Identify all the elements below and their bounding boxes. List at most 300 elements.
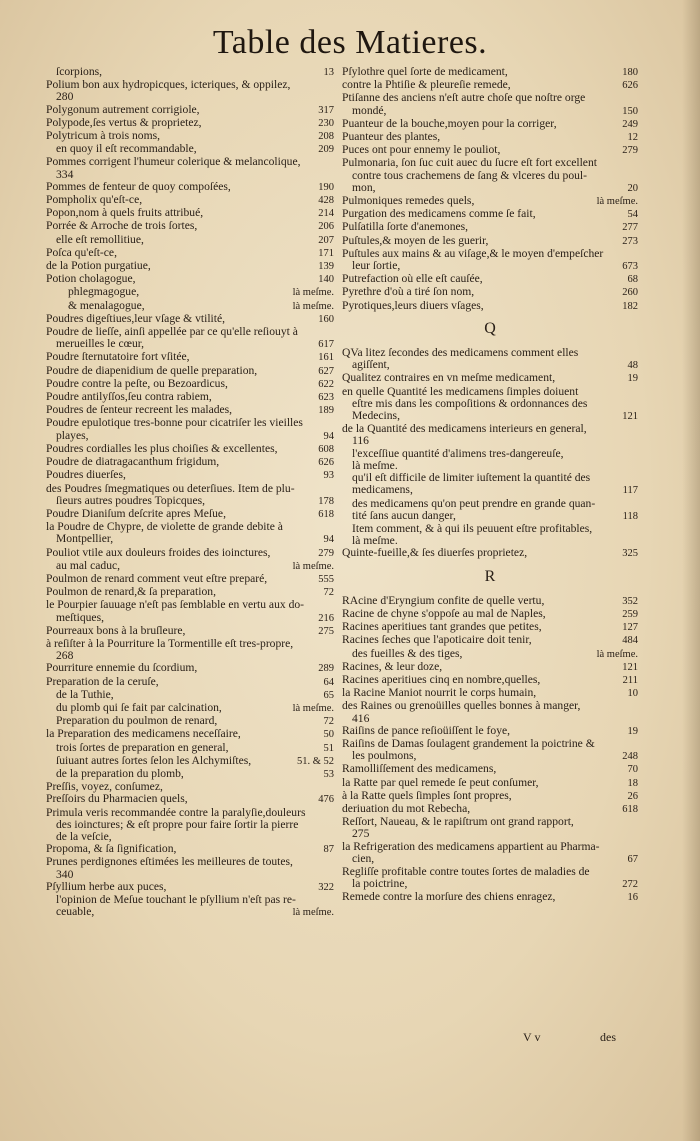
- entry-text: Polygonum autrement corrigiole,: [46, 103, 200, 116]
- entry-text: du plomb qui ſe fait par calcination,: [56, 701, 222, 714]
- entry-page-ref: 178: [318, 495, 334, 507]
- entry-text: 334: [56, 168, 74, 181]
- entry-text: de la Potion purgatiue,: [46, 260, 151, 273]
- entry-text: Poudre antilyſſos,ſeu contra rabiem,: [46, 391, 212, 404]
- entry-text: Medecins,: [352, 410, 400, 423]
- entry-page-ref: 53: [323, 768, 334, 780]
- entry-text: Putrefaction où elle eſt cauſée,: [342, 273, 483, 286]
- index-entry: [342, 410, 638, 423]
- entry-page-ref: 626: [318, 457, 334, 469]
- index-entry: [46, 130, 334, 143]
- entry-text: ſcorpions,: [56, 66, 103, 78]
- entry-text: les poulmons,: [352, 750, 417, 763]
- index-entry: [342, 891, 638, 904]
- index-entry: [46, 533, 334, 546]
- left-column: [46, 66, 334, 919]
- index-entry: [342, 66, 638, 79]
- entry-text: à la Ratte quels ſimples ſont propres,: [342, 789, 512, 802]
- entry-text: Ptiſanne des anciens n'eſt autre choſe que noſtre orge: [342, 92, 586, 105]
- entry-text: Pouliot vtile aux douleurs froides des ioinctures,: [46, 546, 271, 559]
- index-entry: [342, 535, 638, 547]
- entry-page-ref: là meſme.: [292, 702, 334, 714]
- entry-page-ref: 72: [323, 716, 334, 728]
- entry-text: la Poudre de Chypre, de violette de grande debite à: [46, 521, 283, 534]
- entry-text: deriuation du mot Rebecha,: [342, 802, 471, 815]
- entry-text: la Racine Maniot nourrit le corps humain,: [342, 687, 537, 700]
- entry-text: des ioinctures; & eſt propre pour faire ſortir la pierre: [56, 818, 299, 831]
- index-entry: [46, 906, 334, 919]
- index-entry: [342, 347, 638, 359]
- entry-text: Potion cholagogue,: [46, 273, 136, 286]
- index-entry: [46, 286, 334, 299]
- entry-page-ref: 51. & 52: [296, 755, 334, 767]
- index-entry: [342, 460, 638, 472]
- catchword: des: [600, 1030, 616, 1044]
- index-entry: [342, 118, 638, 131]
- entry-text: la Ratte par quel remede ſe peut conſumer,: [342, 776, 539, 789]
- index-entry: [342, 286, 638, 299]
- index-entry: [46, 273, 334, 286]
- entry-page-ref: 160: [318, 313, 334, 325]
- entry-page-ref: 19: [627, 725, 638, 737]
- entry-text: Racines, & leur doze,: [342, 660, 443, 673]
- entry-text: Poulmon de renard comment veut eſtre preparé,: [46, 572, 268, 585]
- entry-text: la Refrigeration des medicamens appartient au Pharma-: [342, 840, 600, 853]
- entry-text: phlegmagogue,: [68, 286, 140, 299]
- index-entry: [342, 144, 638, 157]
- entry-text: & menalagogue,: [68, 299, 145, 312]
- index-entry: [46, 560, 334, 573]
- entry-text: Preſſis, voyez, conſumez,: [46, 781, 163, 794]
- index-entry: [342, 595, 638, 608]
- section-r: [342, 595, 638, 905]
- entry-page-ref: 13: [323, 67, 334, 78]
- entry-text: qu'il eſt difficile de limiter iuſtement la quantité des: [352, 472, 591, 485]
- index-entry: [46, 391, 334, 404]
- index-entry: [342, 750, 638, 763]
- index-entry: [342, 777, 638, 790]
- index-entry: [342, 547, 638, 560]
- entry-text: Poudres de ſenteur recreent les malades,: [46, 404, 233, 417]
- index-entry: [46, 843, 334, 856]
- index-entry: [342, 170, 638, 182]
- entry-page-ref: 180: [622, 67, 638, 78]
- entry-page-ref: là meſme.: [292, 560, 334, 572]
- entry-page-ref: 248: [622, 751, 638, 763]
- index-entry: [46, 181, 334, 194]
- entry-text: Raiſins de Damas ſoulagent grandement la poictrine &: [342, 737, 595, 750]
- index-entry: [342, 248, 638, 260]
- entry-page-ref: 260: [622, 287, 638, 299]
- index-entry: [46, 807, 334, 819]
- entry-page-ref: 121: [622, 411, 638, 423]
- entry-page-ref: 19: [627, 373, 638, 385]
- index-entry: [46, 650, 334, 662]
- section-letter-r: R: [484, 567, 496, 585]
- entry-text: 340: [56, 868, 74, 881]
- index-entry: [342, 866, 638, 878]
- entry-text: tité ſans aucun danger,: [352, 509, 456, 522]
- index-entry: [46, 66, 334, 79]
- index-entry: [46, 612, 334, 625]
- entry-page-ref: là meſme.: [292, 287, 334, 299]
- entry-text: Propoma, & ſa ſignification,: [46, 843, 177, 856]
- entry-page-ref: 182: [622, 300, 638, 312]
- index-entry: [46, 338, 334, 351]
- entry-page-ref: 93: [323, 470, 334, 482]
- entry-text: Pommes corrigent l'humeur colerique & melancolique,: [46, 156, 301, 169]
- index-entry: [46, 313, 334, 326]
- entry-page-ref: 214: [318, 208, 334, 220]
- right-column: [342, 66, 638, 905]
- index-entry: [342, 713, 638, 725]
- index-entry: [342, 195, 638, 208]
- index-entry: [342, 523, 638, 535]
- index-entry: [342, 828, 638, 840]
- entry-text: Preſſoirs du Pharmacien quels,: [46, 793, 188, 806]
- index-entry: [46, 881, 334, 894]
- entry-text: Poudres diuerſes,: [46, 469, 126, 482]
- entry-page-ref: 208: [318, 131, 334, 143]
- entry-page-ref: 322: [318, 881, 334, 893]
- entry-page-ref: 273: [622, 235, 638, 247]
- entry-page-ref: 627: [318, 365, 334, 377]
- entry-page-ref: là meſme.: [292, 907, 334, 919]
- entry-page-ref: 50: [323, 729, 334, 741]
- entry-text: Pyrethre d'où a tiré ſon nom,: [342, 286, 475, 299]
- index-entry: [342, 725, 638, 738]
- entry-page-ref: 16: [627, 892, 638, 904]
- entry-text: meſtiques,: [56, 611, 104, 624]
- entry-page-ref: 622: [318, 378, 334, 390]
- index-entry: [46, 326, 334, 338]
- entry-text: en quoy il eſt recommandable,: [56, 143, 197, 156]
- entry-page-ref: 277: [622, 222, 638, 234]
- index-entry: [342, 790, 638, 803]
- entry-page-ref: 94: [323, 534, 334, 546]
- entry-text: Pulmoniques remedes quels,: [342, 195, 475, 208]
- entry-text: de la Quantité des medicamens interieurs en general,: [342, 423, 587, 436]
- entry-text: Montpellier,: [56, 533, 114, 546]
- entry-text: Pſylothre quel ſorte de medicament,: [342, 66, 508, 78]
- index-entry: [46, 79, 334, 91]
- entry-page-ref: 68: [627, 274, 638, 286]
- index-entry: [46, 521, 334, 533]
- index-entry: [342, 763, 638, 776]
- entry-text: Item comment, & à qui ils peuuent eſtre profitables,: [352, 522, 593, 535]
- entry-page-ref: 65: [323, 689, 334, 701]
- entry-page-ref: là meſme.: [596, 648, 638, 660]
- index-entry: [342, 674, 638, 687]
- index-entry: [46, 260, 334, 273]
- entry-page-ref: 484: [622, 635, 638, 647]
- index-entry: [46, 702, 334, 715]
- index-entry: [46, 430, 334, 443]
- index-entry: [46, 793, 334, 806]
- entry-page-ref: 26: [627, 790, 638, 802]
- entry-text: Poudre ſternutatoire fort vſitée,: [46, 351, 190, 364]
- entry-page-ref: 117: [622, 485, 638, 497]
- entry-text: Polytricum à trois noms,: [46, 130, 161, 143]
- entry-text: de la preparation du plomb,: [56, 767, 184, 780]
- index-entry: [46, 417, 334, 429]
- index-entry: [342, 260, 638, 273]
- entry-page-ref: 279: [622, 145, 638, 157]
- entry-page-ref: 216: [318, 612, 334, 624]
- entry-page-ref: 352: [622, 595, 638, 607]
- entry-text: Racines aperitiues cinq en nombre,quelles,: [342, 673, 541, 686]
- entry-text: mon,: [352, 181, 376, 194]
- index-entry: [46, 483, 334, 495]
- index-entry: [46, 365, 334, 378]
- entry-text: Poudre de diapenidium de quelle preparation,: [46, 364, 258, 377]
- index-entry: [46, 599, 334, 611]
- entry-page-ref: 230: [318, 117, 334, 129]
- section-q: [342, 347, 638, 560]
- entry-text: des medicamens qu'on peut prendre en grande quan-: [352, 497, 596, 510]
- entry-text: des Raines ou grenoüilles quelles bonnes à manger,: [342, 700, 581, 713]
- index-entry: [46, 689, 334, 702]
- entry-page-ref: 18: [627, 777, 638, 789]
- index-entry: [46, 755, 334, 768]
- index-entry: [342, 273, 638, 286]
- index-entry: [342, 608, 638, 621]
- entry-page-ref: 673: [622, 261, 638, 273]
- index-entry: [46, 169, 334, 181]
- index-entry: [342, 105, 638, 118]
- entry-text: RAcine d'Eryngium confite de quelle vertu,: [342, 594, 545, 607]
- index-entry: [342, 398, 638, 410]
- entry-page-ref: 211: [622, 674, 638, 686]
- index-entry: [46, 207, 334, 220]
- entry-page-ref: 94: [323, 430, 334, 442]
- entry-page-ref: 272: [622, 879, 638, 891]
- index-entry: [342, 498, 638, 510]
- entry-text: Poudre de diatragacanthum frigidum,: [46, 456, 220, 469]
- entry-page-ref: 209: [318, 144, 334, 156]
- entry-text: en quelle Quantité les medicamens ſimples doiuent: [342, 385, 579, 398]
- entry-text: Ramolliſſement des medicamens,: [342, 763, 497, 776]
- index-entry: [46, 547, 334, 560]
- index-entry: [342, 484, 638, 497]
- index-entry: [46, 156, 334, 168]
- index-entry: [342, 92, 638, 104]
- entry-text: Remede contre la morſure des chiens enragez,: [342, 891, 556, 904]
- entry-page-ref: 476: [318, 794, 334, 806]
- entry-text: Pulmonaria, ſon ſuc cuit auec du ſucre eſt fort excellent: [342, 157, 597, 170]
- entry-text: ceuable,: [56, 906, 95, 919]
- entry-text: elle eſt remollitiue,: [56, 233, 144, 246]
- index-entry: [46, 300, 334, 313]
- entry-text: à reſiſter à la Pourriture la Tormentille eſt tres-propre,: [46, 637, 294, 650]
- entry-text: 116: [352, 435, 369, 448]
- entry-page-ref: 325: [622, 548, 638, 560]
- entry-text: merueilles le cœur,: [56, 338, 145, 351]
- index-entry: [342, 738, 638, 750]
- index-entry: [342, 300, 638, 313]
- entry-text: l'opinion de Meſue touchant le pſyllium n'eſt pas re-: [56, 894, 296, 906]
- entry-page-ref: 12: [627, 132, 638, 144]
- index-entry: [46, 234, 334, 247]
- entry-text: de la Tuthie,: [56, 688, 114, 701]
- entry-text: Racines aperitiues tant grandes que petites,: [342, 621, 542, 634]
- entry-page-ref: 289: [318, 663, 334, 675]
- index-entry: [342, 157, 638, 169]
- entry-page-ref: là meſme.: [292, 300, 334, 312]
- index-entry: [46, 638, 334, 650]
- index-entry: [46, 91, 334, 103]
- entry-text: mondé,: [352, 104, 387, 117]
- index-entry: [46, 768, 334, 781]
- signature-mark: V v: [523, 1030, 541, 1044]
- entry-text: Puces ont pour ennemy le pouliot,: [342, 144, 501, 157]
- index-entry: [46, 715, 334, 728]
- entry-text: Preparation de la ceruſe,: [46, 675, 159, 688]
- entry-text: medicamens,: [352, 484, 413, 497]
- index-entry: [46, 586, 334, 599]
- index-entry: [342, 423, 638, 435]
- entry-text: 268: [56, 650, 74, 663]
- entry-text: Pyrotiques,leurs diuers vſages,: [342, 299, 484, 312]
- entry-page-ref: 259: [622, 608, 638, 620]
- index-entry: [46, 676, 334, 689]
- entry-text: eſtre mis dans les compoſitions & ordonnances des: [352, 397, 588, 410]
- index-entry: [46, 781, 334, 793]
- entry-text: des Poudres ſmegmatiques ou deterſiues. Item de plu-: [46, 482, 295, 495]
- entry-page-ref: 275: [318, 625, 334, 637]
- index-entry: [46, 351, 334, 364]
- entry-text: ſieurs autres poudres Topicques,: [56, 494, 206, 507]
- entry-page-ref: 87: [323, 844, 334, 856]
- index-entry: [46, 856, 334, 868]
- entry-page-ref: 249: [622, 118, 638, 130]
- entry-page-ref: 623: [318, 392, 334, 404]
- index-entry: [46, 728, 334, 741]
- index-entry: [46, 220, 334, 233]
- entry-text: Prunes perdignones eſtimées les meilleures de toutes,: [46, 856, 293, 869]
- entry-page-ref: 51: [323, 742, 334, 754]
- index-entry: [342, 235, 638, 248]
- entry-text: ſuiuant autres ſortes ſelon les Alchymiſtes,: [56, 754, 252, 767]
- entry-text: la poictrine,: [352, 878, 408, 891]
- index-entry: [46, 662, 334, 675]
- entry-text: leur ſortie,: [352, 260, 401, 273]
- index-entry: [46, 894, 334, 906]
- entry-text: agiſſent,: [352, 359, 390, 372]
- index-entry: [342, 221, 638, 234]
- page-title: Table des Matieres.: [212, 24, 488, 61]
- entry-text: là meſme.: [352, 535, 398, 548]
- index-entry: [342, 634, 638, 647]
- entry-text: de la veſcie,: [56, 830, 112, 843]
- index-entry: [46, 869, 334, 881]
- index-entry: [342, 648, 638, 661]
- entry-page-ref: 118: [622, 510, 638, 522]
- section-p: [342, 66, 638, 313]
- index-entry: [46, 456, 334, 469]
- entry-text: cien,: [352, 852, 375, 865]
- entry-text: l'exceſſiue quantité d'alimens tres-dangereuſe,: [352, 447, 564, 460]
- entry-text: le Pourpier ſauuage n'eſt pas ſemblable en vertu aux do-: [46, 599, 305, 612]
- entry-page-ref: 48: [627, 360, 638, 372]
- entry-text: Poudres cordialles les plus choiſies & excellentes,: [46, 442, 278, 455]
- entry-page-ref: 54: [627, 209, 638, 221]
- page-edge-shadow: [682, 0, 700, 1141]
- index-entry: [342, 386, 638, 398]
- index-entry: [342, 182, 638, 195]
- entry-page-ref: 150: [622, 105, 638, 117]
- entry-text: contre tous crachemens de ſang & vlceres du poul-: [352, 169, 588, 182]
- entry-page-ref: 618: [318, 508, 334, 520]
- entry-page-ref: 626: [622, 80, 638, 92]
- index-entry: [342, 372, 638, 385]
- index-entry: [46, 742, 334, 755]
- entry-text: la Preparation des medicamens neceſſaire,: [46, 728, 241, 741]
- entry-page-ref: 127: [622, 622, 638, 634]
- entry-text: Poudre de lieſſe, ainſi appellée par ce qu'elle reſiouyt à: [46, 326, 298, 339]
- entry-page-ref: là meſme.: [596, 196, 638, 208]
- entry-text: Qualitez contraires en vn meſme medicament,: [342, 372, 556, 385]
- entry-page-ref: 171: [318, 247, 334, 259]
- entry-text: des fueilles & des tiges,: [352, 647, 463, 660]
- entry-page-ref: 555: [318, 573, 334, 585]
- index-entry: [46, 117, 334, 130]
- entry-text: Puſtules,& moyen de les guerir,: [342, 234, 489, 247]
- entry-text: Puſtules aux mains & au viſage,& le moyen d'empeſcher: [342, 247, 604, 260]
- entry-text: Pommes de fenteur de quoy compoſées,: [46, 180, 231, 193]
- entry-page-ref: 161: [318, 352, 334, 364]
- index-entry: [46, 508, 334, 521]
- index-entry: [342, 79, 638, 92]
- index-entry: [342, 853, 638, 866]
- entry-page-ref: 72: [323, 587, 334, 599]
- index-entry: [46, 143, 334, 156]
- entry-page-ref: 608: [318, 443, 334, 455]
- entry-text: Polium bon aux hydropicques, icteriques, & oppilez,: [46, 79, 291, 92]
- entry-text: Porrée & Arroche de trois ſortes,: [46, 220, 198, 233]
- entry-text: Poudre epulotique tres-bonne pour cicatriſer les vieilles: [46, 417, 303, 430]
- index-entry: [342, 131, 638, 144]
- index-entry: [342, 841, 638, 853]
- index-entry: [46, 443, 334, 456]
- entry-page-ref: 10: [627, 688, 638, 700]
- entry-text: Racines ſeches que l'apoticaire doit tenir,: [342, 634, 532, 647]
- entry-page-ref: 190: [318, 181, 334, 193]
- entry-text: Pſyllium herbe aux puces,: [46, 880, 167, 893]
- index-entry: [342, 510, 638, 523]
- entry-page-ref: 206: [318, 221, 334, 233]
- index-entry: [342, 448, 638, 460]
- entry-text: 416: [352, 712, 370, 725]
- entry-text: Popon,nom à quels fruits attribué,: [46, 207, 204, 220]
- entry-page-ref: 207: [318, 234, 334, 246]
- index-entry: [342, 687, 638, 700]
- entry-text: playes,: [56, 429, 89, 442]
- index-entry: [342, 878, 638, 891]
- entry-page-ref: 64: [323, 676, 334, 688]
- index-entry: [342, 435, 638, 447]
- entry-text: contre la Phtiſie & pleureſie remede,: [342, 79, 511, 92]
- entry-text: trois ſortes de preparation en general,: [56, 741, 229, 754]
- index-entry: [46, 495, 334, 508]
- entry-text: Poſca qu'eſt-ce,: [46, 246, 117, 259]
- entry-page-ref: 279: [318, 547, 334, 559]
- entry-text: Pourreaux bons à la bruſleure,: [46, 624, 186, 637]
- entry-page-ref: 121: [622, 661, 638, 673]
- entry-text: Preparation du poulmon de renard,: [56, 715, 218, 728]
- entry-text: QVa litez ſecondes des medicamens comment elles: [342, 347, 579, 360]
- entry-text: Purgation des medicamens comme ſe fait,: [342, 208, 536, 221]
